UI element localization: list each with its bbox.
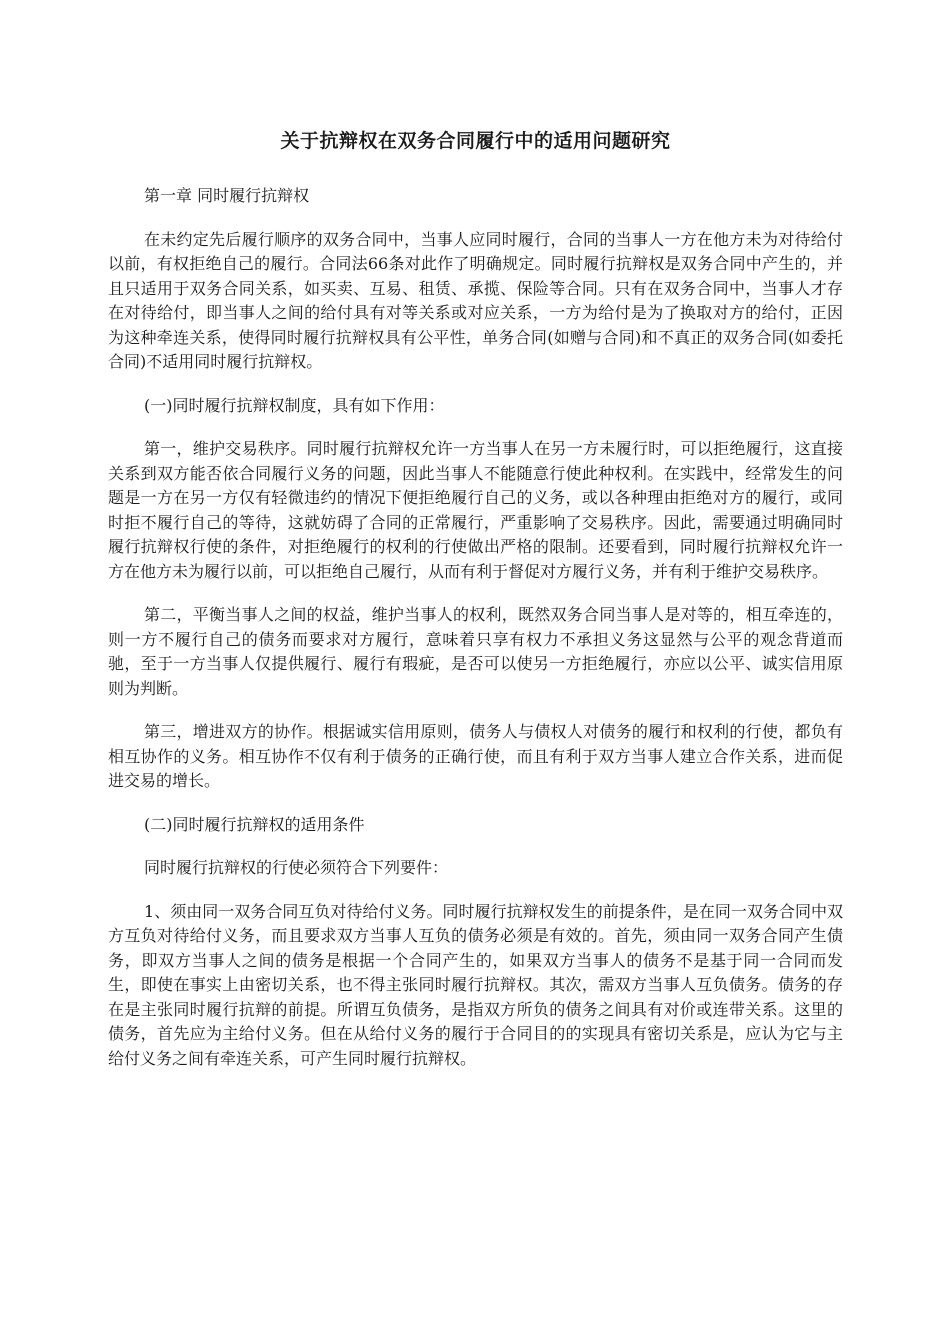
subsection-intro: 同时履行抗辩权的行使必须符合下列要件： xyxy=(144,858,449,877)
document-title: 关于抗辩权在双务合同履行中的适用问题研究 xyxy=(280,130,671,152)
paragraph: 第二，平衡当事人之间的权益，维护当事人的权利，既然双务合同当事人是对等的，相互牵连的，则一方不履行自己的债务而要求对方履行，意味着只享有权力不承担义务这显然与公平的观念背道而驰，至于一方当事人仅提供履行、履行有瑕疵，是否可以使另一方拒绝履行，亦应以公平、诚实信用原则为判断。 xyxy=(108,605,843,698)
paragraph: 1、须由同一双务合同互负对待给付义务。同时履行抗辩权发生的前提条件，是在同一双务合同中双方互负对待给付义务，而且要求双方当事人互负的债务必须是有效的。首先，须由同一双务合同产生债务，即双方当事人之间的债务是根据一个合同产生的，如果双方当事人的债务不是基于同一合同而发生，即使在事实上由密切关系，也不得主张同时履行抗辩权。其次，需双方当事人互负债务。债务的存在是主张同时履行抗辩的前提。所谓互负债务，是指双方所负的债务之间具有对价或连带关系。这里的债务，首先应为主给付义务。但在从给付义务的履行于合同目的的实现具有密切关系是，应认为它与主给付义务之间有牵连关系，可产生同时履行抗辩权。 xyxy=(108,901,843,1068)
paragraph: 第一，维护交易秩序。同时履行抗辩权允许一方当事人在另一方未履行时，可以拒绝履行，这直接关系到双方能否依合同履行义务的问题，因此当事人不能随意行使此种权利。在实践中，经常发生的问题是一方在另一方仅有轻微违约的情况下便拒绝履行自己的义务，或以各种理由拒绝对方的履行，或同时拒不履行自己的等待，这就妨碍了合同的正常履行，严重影响了交易秩序。因此，需要通过明确同时履行抗辩权行使的条件，对拒绝履行的权利的行使做出严格的限制。还要看到，同时履行抗辩权允许一方在他方未为履行以前，可以拒绝自己履行，从而有利于督促对方履行义务，并有利于维护交易秩序。 xyxy=(108,439,843,581)
section-heading: (二)同时履行抗辩权的适用条件 xyxy=(144,814,365,834)
section-heading: (一)同时履行抗辩权制度，具有如下作用： xyxy=(144,395,445,415)
paragraph: 第三，增进双方的协作。根据诚实信用原则，债务人与债权人对债务的履行和权利的行使，都负有相互协作的义务。相互协作不仅有利于债务的正确行使，而且有利于双方当事人建立合作关系，进而促进交易的增长。 xyxy=(108,722,843,790)
document-body xyxy=(108,184,843,1090)
chapter-heading: 第一章 同时履行抗辩权 xyxy=(144,186,310,205)
paragraph: 在未约定先后履行顺序的双务合同中，当事人应同时履行，合同的当事人一方在他方未为对待给付以前，有权拒绝自己的履行。合同法66条对此作了明确规定。同时履行抗辩权是双务合同中产生的，并且只适用于双务合同关系，如买卖、互易、租赁、承揽、保险等合同。只有在双务合同中，当事人才存在对待给付，即当事人之间的给付具有对等关系或对应关系，一方为给付是为了换取对方的给付，正因为这种牵连关系，使得同时履行抗辩权具有公平性，单务合同(如赠与合同)和不真正的双务合同(如委托合同)不适用同时履行抗辩权。 xyxy=(108,229,843,371)
